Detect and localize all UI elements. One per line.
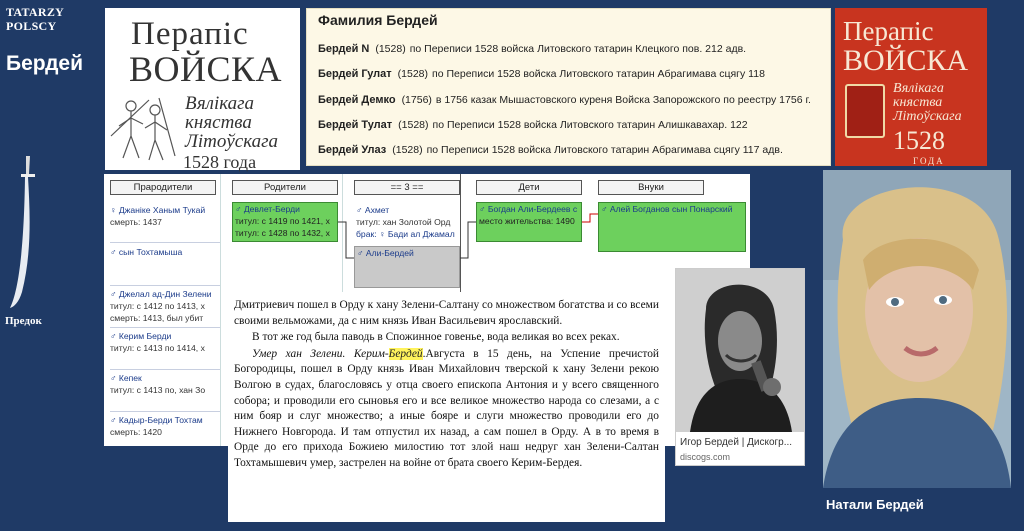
cover-subtitle: Вялікага княства Літоўскага xyxy=(185,93,279,152)
tree-node-ali-berdey[interactable]: ♂ Али-Бердей xyxy=(354,246,460,288)
saber-icon xyxy=(4,152,44,312)
tree-header-generation-3: == 3 == xyxy=(354,180,460,195)
entry-text: по Переписи 1528 войска Литовского татарин Абрагимава сцягу 117 адв. xyxy=(426,144,783,156)
entry-year: (1528) xyxy=(397,68,429,80)
cover-title-line-1: Перапіс xyxy=(843,16,934,46)
highlighted-surname: Бердей xyxy=(388,347,423,360)
surname-list-panel xyxy=(306,8,831,166)
entry-year: (1528) xyxy=(392,144,423,156)
portrait-name: Натали Бердей xyxy=(826,497,924,512)
discogs-card[interactable] xyxy=(675,268,805,466)
cover-year: 1528 xyxy=(893,126,945,155)
tree-node-parent[interactable]: ♂ Девлет-Берди титул: с 1419 по 1421, х титул: с 1428 по 1432, х xyxy=(232,202,338,242)
list-item xyxy=(318,43,746,55)
entry-text: по Переписи 1528 войска Литовского татарин Абрагимава сцягу 118 xyxy=(432,68,765,80)
surname-list-title: Фамилия Бердей xyxy=(318,12,438,28)
chronicle-paragraph: В тот же год была паводь в Спожинное говенье, вода великая во всех реках. xyxy=(252,331,620,344)
tree-node-ancestor[interactable]: ♂ Кадыр-Берди Тохтам смерть: 1420 xyxy=(110,415,203,437)
entry-text: в 1756 казак Мышастовского куреня Войска Запорожского по реестру 1756 г. xyxy=(435,94,811,106)
entry-year: (1528) xyxy=(398,119,429,131)
entry-name-link[interactable]: Бердей N xyxy=(318,43,370,55)
entry-year: (1756) xyxy=(401,94,432,106)
entry-text: по Переписи 1528 войска Литовского татарин Алишкавахар. 122 xyxy=(432,119,748,131)
entry-name-link[interactable]: Бердей Гулат xyxy=(318,68,392,80)
book-cover-white xyxy=(105,8,300,170)
list-item xyxy=(318,119,748,131)
tree-node-ancestor[interactable]: ♂ Кепек титул: с 1413 по, хан Зо xyxy=(110,373,206,395)
surname-title: Бердей xyxy=(6,52,83,75)
ancestor-caption: Предок xyxy=(5,315,42,327)
portrait-photo xyxy=(823,170,1011,488)
tree-node-ancestor[interactable]: ♂ сын Тохтамыша xyxy=(110,247,183,257)
tree-node-ancestor[interactable]: ♀ Джаніке Ханым Тукай смерть: 1437 xyxy=(110,205,206,227)
cover-year: 1528 года xyxy=(183,152,257,172)
tree-node-gen3[interactable]: ♂ Ахмет титул: хан Золотой Орд брак: ♀ Бади ал Джамал xyxy=(356,205,455,239)
tree-node-grandchild[interactable]: ♂ Алей Богданов сын Понарский xyxy=(598,202,746,252)
entry-name-link[interactable]: Бердей Тулат xyxy=(318,119,393,131)
musician-photo xyxy=(676,269,804,432)
brand-logo xyxy=(6,5,64,33)
list-item xyxy=(318,94,811,106)
cover-title-line-1: Перапіс xyxy=(131,16,249,52)
entry-year: (1528) xyxy=(375,43,406,55)
tree-header-grandchildren: Внуки xyxy=(598,180,704,195)
tree-header-parents: Родители xyxy=(232,180,338,195)
chronicle-paragraph: Дмитриевич пошел в Орду к хану Зелени-Салтану со множеством богатства и со всеми своими вельможами, да с ним князь Иван Васильевич ярославский. xyxy=(234,299,659,327)
card-source: discogs.com xyxy=(680,452,731,462)
tree-node-child[interactable]: ♂ Богдан Али-Бердеев с место жительства: 1490 xyxy=(476,202,582,242)
list-item xyxy=(318,144,783,156)
cover-year-label: ГОДА xyxy=(913,156,945,166)
brand-line-2: POLSCY xyxy=(6,19,57,33)
warriors-illustration-icon xyxy=(109,96,181,168)
list-item xyxy=(318,68,765,80)
book-cover-red xyxy=(835,8,987,166)
tree-node-ancestor[interactable]: ♂ Джелал ад-Дин Зелени титул: с 1412 по 1413, х смерть: 1413, был убит xyxy=(110,289,212,323)
cover-subtitle: Вялікага княства Літоўскага xyxy=(893,81,962,124)
tree-node-ancestor[interactable]: ♂ Керим Берди титул: с 1413 по 1414, х xyxy=(110,331,205,353)
tree-header-ancestors: Прародители xyxy=(110,180,216,195)
cover-title-line-2: ВОЙСКА xyxy=(843,44,969,77)
entry-text: по Переписи 1528 войска Литовского татарин Клецкого пов. 212 адв. xyxy=(409,43,747,55)
cover-title-line-2: ВОЙСКА xyxy=(129,49,283,89)
brand-line-1: TATARZY xyxy=(6,5,65,19)
entry-name-link[interactable]: Бердей Улаз xyxy=(318,144,387,156)
card-caption: Игор Бердей | Дискогр... xyxy=(680,437,793,448)
chronicle-excerpt xyxy=(228,292,665,522)
entry-name-link[interactable]: Бердей Демко xyxy=(318,94,396,106)
tree-header-children: Дети xyxy=(476,180,582,195)
chronicle-paragraph: Умер хан Зелени. Керим-Бердей.Августа в 15 день, на Успение пречистой Богородицы, пошел в Орду князь Иван Михайлович тверской к хану Зелени рекою Волгою в судах, благословясь у отца своего епископа Антония и у всего священного собора; и проводили его сыновья его и все великое множество народа со слезами, а с ним бояр и слуг множество; а иные бояре и слуги множество проводили его до Нижнего Новгорода. И там отпустил их назад, а сам пошел в Орду. А в то время в Орде до его прихода Божиею милостию тот злой наш недруг хан Зелени-Салтан Тохтамышевич умер, застрелен на войне от брата своего Керим-Бердея. xyxy=(234,347,659,469)
coat-of-arms-icon xyxy=(845,84,885,138)
